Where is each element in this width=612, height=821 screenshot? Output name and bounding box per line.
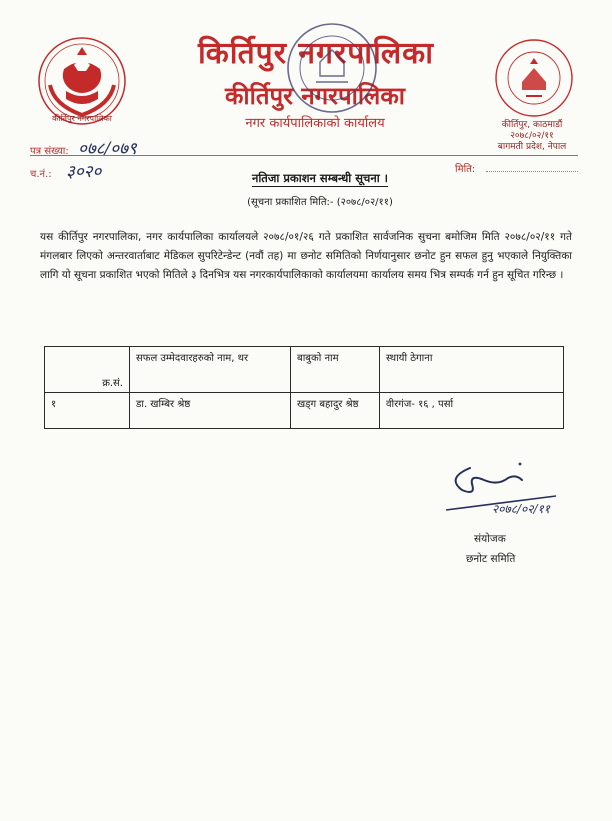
signature-block xyxy=(436,460,566,524)
col-header-address: स्थायी ठेगाना xyxy=(380,347,564,393)
letterhead-office: नगर कार्यपालिकाको कार्यालय xyxy=(245,116,385,131)
signatory-committee: छनोट समिति xyxy=(466,553,516,565)
dispatch-number-value: ३०२० xyxy=(66,162,102,182)
address-line-3: बागमती प्रदेश, नेपाल xyxy=(497,142,567,152)
cell-father: खड्ग बहादुर श्रेष्ठ xyxy=(291,393,380,429)
signature-date: २०७८/०२/११ xyxy=(492,502,551,516)
office-address xyxy=(472,120,592,153)
table-row xyxy=(45,393,564,429)
address-line-2: २०७८/०२/११ xyxy=(510,131,554,141)
dispatch-number-label: च.नं.: xyxy=(30,169,52,180)
table-header-row xyxy=(45,347,564,393)
col-header-serial: क्र.सं. xyxy=(45,347,130,393)
office-stamp-seal xyxy=(286,22,378,118)
cell-serial: १ xyxy=(45,393,130,429)
col-header-name: सफल उम्मेदवारहरुको नाम, थर xyxy=(130,347,291,393)
col-header-father: बाबुको नाम xyxy=(291,347,380,393)
notice-body: यस कीर्तिपुर नगरपालिका, नगर कार्यपालिका कार्यालयले २०७८/०१/२६ गते प्रकाशित सार्वजनिक सुचना बमोजिम मिति २०७८/०२/११ गते मंगलबार लिएको अन्तरवार्ताबाट मेडिकल सुपरिटेन्डेन्ट (नवौं तह) मा छनोट समितिको निर्णयानुसार छनोट हुन सफल हुनु भएकाले नियुक्तिका लागि यो सूचना प्रकाशित भएको मितिले ३ दिनभित्र यस नगरकार्यपालिकाको कार्यालयमा कार्यालय समय भित्र सम्पर्क गर्न हुन सूचित गरिन्छ । xyxy=(40,231,572,281)
results-table xyxy=(44,346,564,429)
ref-number-label: पत्र संख्या: xyxy=(30,146,69,157)
municipality-seal xyxy=(492,38,576,122)
notice-title-text: नतिजा प्रकाशन सम्बन्धी सूचना । xyxy=(251,171,389,185)
cell-name: डा. खम्बिर श्रेष्ठ xyxy=(130,393,291,429)
notice-title xyxy=(200,171,440,186)
cell-address: वीरगंज- १६ , पर्सा xyxy=(380,393,564,429)
address-line-1: कीर्तिपुर, काठमाडौं xyxy=(501,120,563,130)
header-divider xyxy=(30,155,578,156)
signatory-title: संयोजक xyxy=(474,533,506,545)
ref-number-value: ०७८/०७९ xyxy=(78,139,137,159)
letterhead-title: कीर्तिपुर नगरपालिका xyxy=(225,82,405,110)
notice-subtitle: (सूचना प्रकाशित मिति:- (२०७८/०२/११) xyxy=(247,197,393,208)
nepal-emblem-logo xyxy=(36,35,128,131)
letterhead-title-top: किर्तिपुर नगरपालिका xyxy=(198,36,434,71)
date-blank xyxy=(486,171,578,172)
emblem-caption: कीर्तिपुर नगरपालिका xyxy=(52,114,112,123)
date-label: मिति: xyxy=(455,164,476,175)
